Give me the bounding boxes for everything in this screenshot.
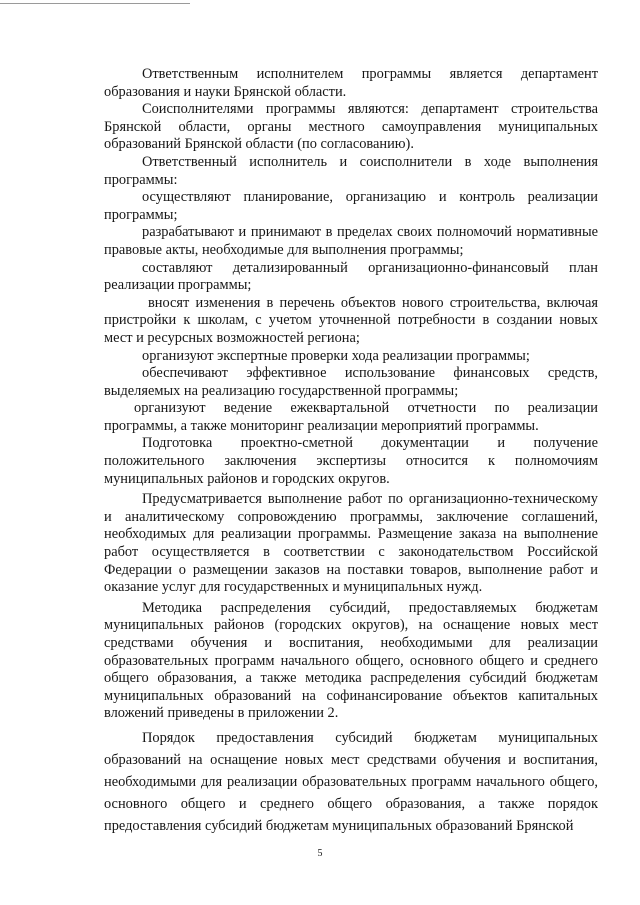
paragraph-duties-intro: Ответственный исполнитель и соисполнители в ходе выполнения программы:: [104, 153, 598, 188]
page-number: 5: [317, 848, 323, 859]
paragraph-duty-financial-plan: составляют детализированный организационно-финансовый план реализации программы;: [104, 259, 598, 294]
paragraph-subsidy-procedure: Порядок предоставления субсидий бюджетам муниципальных образований на оснащение новых мест средствами обучения и воспитания, необходимыми для реализации образовательных программ начального общего, основного общего и среднего общего образования, а также порядок предоставления субсидий бюджетам муниципальных образований Брянской: [104, 729, 598, 834]
paragraph-duty-funds: обеспечивают эффективное использование финансовых средств, выделяемых на реализацию государственной программы;: [104, 365, 598, 399]
paragraph-duty-legal-acts: разрабатывают и принимают в пределах своих полномочий нормативные правовые акты, необходимые для выполнения программы;: [104, 224, 598, 258]
paragraph-design-documentation: Подготовка проектно-сметной документации и получение положительного заключения экспертизы относится к полномочиям муниципальных районов и городских округов.: [104, 435, 598, 487]
paragraph-duty-inspections: организуют экспертные проверки хода реализации программы;: [142, 347, 530, 364]
paragraph-responsible-executor: Ответственным исполнителем программы является департамент образования и науки Брянской области.: [104, 66, 598, 100]
paragraph-duty-reporting: организуют ведение ежеквартальной отчетности по реализации программы, а также мониторинг реализации мероприятий программы.: [104, 400, 598, 434]
paragraph-subsidy-methodology: Методика распределения субсидий, предоставляемых бюджетам муниципальных районов (городских округов), на оснащение новых мест средствами обучения и воспитания, необходимыми для реализации образовательных программ начального общего, основного общего и среднего общего образования, а также методика распределения субсидий бюджетам муниципальных образований на софинансирование объектов капитальных вложений приведены в приложении 2.: [104, 599, 598, 722]
document-body: [104, 66, 598, 837]
paragraph-co-executors: Соисполнителями программы являются: департамент строительства Брянской области, органы местного самоуправления муниципальных образований Брянской области (по согласованию).: [104, 101, 598, 153]
paragraph-duty-planning: осуществляют планирование, организацию и контроль реализации программы;: [104, 189, 598, 223]
scan-edge-line: [0, 3, 190, 4]
paragraph-duty-construction-list: вносят изменения в перечень объектов нового строительства, включая пристройки к школам, с учетом уточненной потребности в создании новых мест и ресурсных возможностей региона;: [104, 294, 598, 346]
paragraph-technical-support: Предусматривается выполнение работ по организационно-техническому и аналитическому сопровождению программы, заключение соглашений, необходимых для реализации программы. Размещение заказа на выполнение работ осуществляется в соответствии с законодательством Российской Федерации о размещении заказов на поставки товаров, выполнение работ и оказание услуг для государственных и муниципальных нужд.: [104, 491, 598, 596]
